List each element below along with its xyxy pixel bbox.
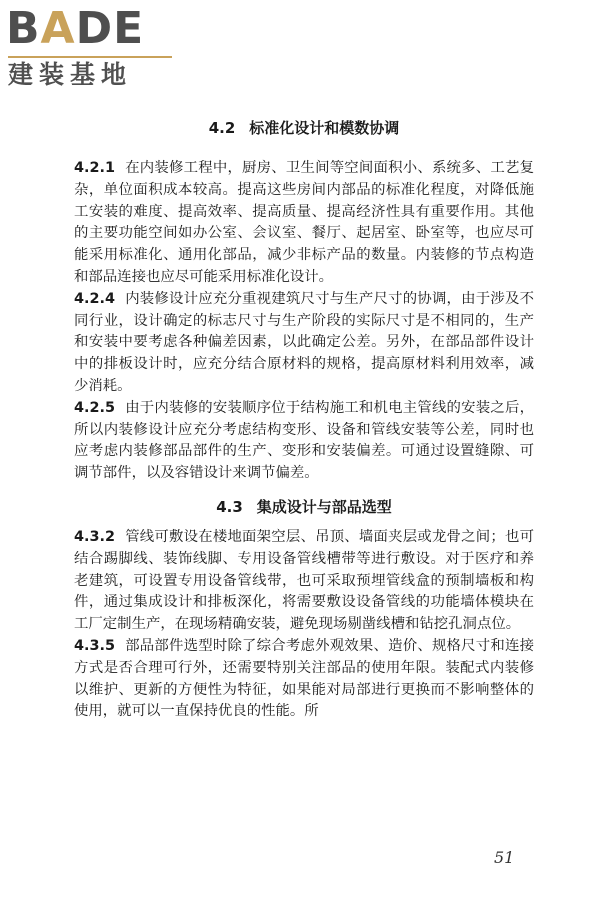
section-title-4-3: 4.3 集成设计与部品选型 xyxy=(216,497,392,516)
clause-4-2-5: 4.2.5 由于内装修的安装顺序位于结构施工和机电主管线的安装之后，所以内装修设计应充分考虑结构变形、设备和管线安装等公差，同时也应考虑内装修部品部件的生产、变形和安装偏差。可通过设置缝隙、可调节部件，以及容错设计来调节偏差。 xyxy=(74,399,534,482)
clause-4-3-2: 4.3.2 管线可敷设在楼地面架空层、吊顶、墙面夹层或龙骨之间；也可结合踢脚线、装饰线脚、专用设备管线槽带等进行敷设。对于医疗和养老建筑，可设置专用设备管线带，也可采取预埋管线盒的预制墙板和构件，通过集成设计和排板深化，将需要敷设设备管线的功能墙体模块在工厂定制生产，在现场精确安装，避免现场剔凿线槽和钻挖孔洞点位。 xyxy=(74,528,534,633)
clause-4-2-4: 4.2.4 内装修设计应充分重视建筑尺寸与生产尺寸的协调，由于涉及不同行业，设计确定的标志尺寸与生产阶段的实际尺寸是不相同的，生产和安装中要考虑各种偏差因素，以此确定公差。另外，在部品部件设计中的排板设计时，应充分结合原材料的规格，提高原材料利用效率，减少消耗。 xyxy=(74,290,534,394)
logo-wordmark: BADE xyxy=(6,3,145,54)
logo-subtitle: 建装基地 xyxy=(8,60,133,89)
page-number: 51 xyxy=(494,848,515,867)
clause-4-3-5: 4.3.5 部品部件选型时除了综合考虑外观效果、造价、规格尺寸和连接方式是否合理可行外，还需要特别关注部品的使用年限。装配式内装修以维护、更新的方便性为特征，如果能对局部进行更换而不影响整体的使用，就可以一直保持优良的性能。所 xyxy=(74,637,534,720)
logo-rule xyxy=(8,56,172,58)
clause-4-2-1: 4.2.1 在内装修工程中，厨房、卫生间等空间面积小、系统多、工艺复杂，单位面积成本较高。提高这些房间内部品的标准化程度，对降低施工安装的难度、提高效率、提高质量、提高经济性具有重要作用。其他的主要功能空间如办公室、会议室、餐厅、起居室、卧室等，也应尽可能采用标准化、通用化部品，减少非标产品的数量。内装修的节点构造和部品连接也应尽可能采用标准化设计。 xyxy=(74,160,534,285)
page-body xyxy=(74,116,534,723)
watermark-logo xyxy=(6,4,176,90)
section-title-4-2: 4.2 标准化设计和模数协调 xyxy=(208,119,400,137)
